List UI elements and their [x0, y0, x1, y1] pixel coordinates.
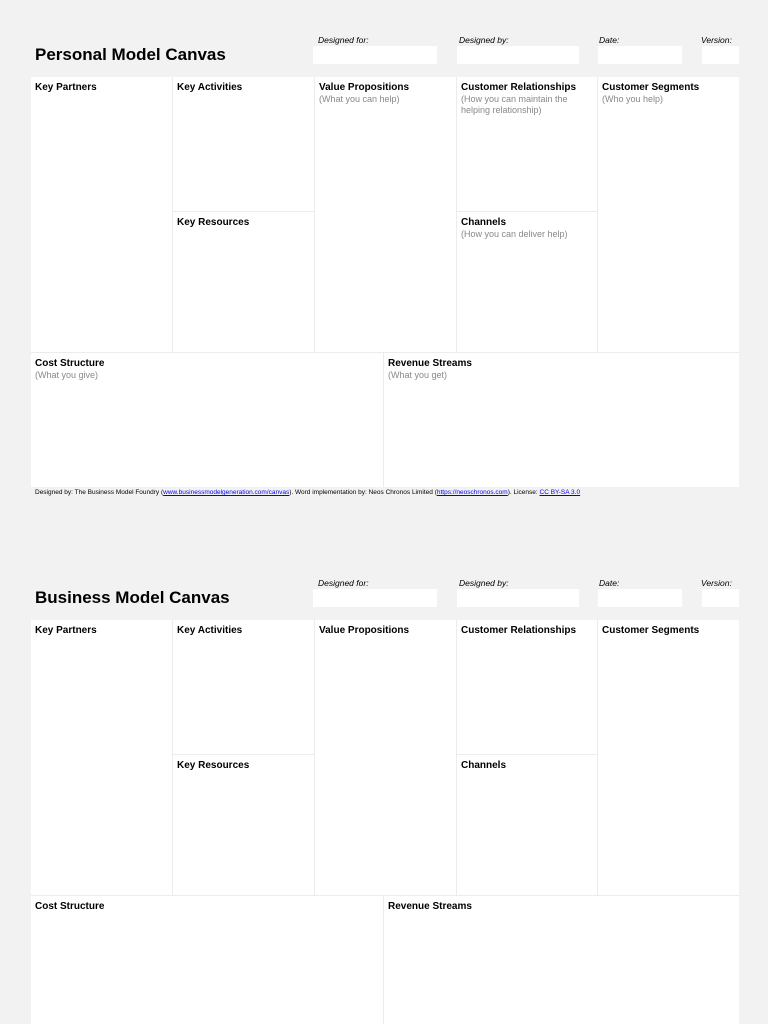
block-title: Key Activities	[177, 625, 243, 636]
block-key-partners[interactable]	[31, 620, 173, 896]
block-key-partners[interactable]	[31, 77, 173, 353]
page-title: Business Model Canvas	[35, 588, 230, 607]
block-subtitle: (How you can deliver help)	[461, 229, 568, 239]
block-revenue-streams[interactable]	[384, 353, 739, 487]
designed-for-field[interactable]	[313, 46, 437, 64]
designed-for-field[interactable]	[313, 589, 437, 607]
block-title: Key Resources	[177, 760, 250, 771]
block-revenue-streams[interactable]	[384, 896, 739, 1024]
block-key-resources[interactable]	[173, 212, 315, 353]
block-subtitle: (What you can help)	[319, 94, 400, 104]
canvas-board	[31, 77, 739, 487]
block-subtitle: (What you give)	[35, 370, 99, 380]
designed-by-label: Designed by:	[459, 578, 509, 588]
block-title: Value Propositions	[319, 625, 410, 636]
block-title: Channels	[461, 217, 507, 228]
block-title: Customer Segments	[602, 82, 700, 93]
date-label: Date:	[599, 578, 620, 588]
block-key-activities[interactable]	[173, 77, 315, 212]
date-field[interactable]	[598, 46, 682, 64]
designed-by-field[interactable]	[457, 589, 579, 607]
date-label: Date:	[599, 35, 620, 45]
designed-for-label: Designed for:	[318, 35, 369, 45]
canvas-link[interactable]: www.businessmodelgeneration.com/canvas	[163, 489, 290, 496]
block-title: Key Partners	[35, 82, 97, 93]
version-label: Version:	[701, 578, 732, 588]
block-title: Value Propositions	[319, 82, 410, 93]
block-cost-structure[interactable]	[31, 353, 384, 487]
version-field[interactable]	[702, 46, 739, 64]
block-title: Customer Segments	[602, 625, 700, 636]
block-channels[interactable]	[457, 212, 598, 353]
designed-for-label: Designed for:	[318, 578, 369, 588]
block-subtitle: (What you get)	[388, 370, 448, 380]
block-key-resources[interactable]	[173, 755, 315, 896]
block-title: Key Activities	[177, 82, 243, 93]
designed-by-label: Designed by:	[459, 35, 509, 45]
block-customer-segments[interactable]	[598, 77, 739, 353]
block-title: Cost Structure	[35, 901, 105, 912]
designed-by-field[interactable]	[457, 46, 579, 64]
business-model-canvas	[0, 543, 768, 1024]
block-title: Customer Relationships	[461, 82, 577, 93]
attribution-footer	[35, 489, 580, 496]
footer-middle: ). Word implementation by: Neos Chronos Limited (	[289, 489, 437, 496]
block-value-propositions[interactable]	[315, 620, 457, 896]
block-subtitle: (Who you help)	[602, 94, 664, 104]
block-customer-relationships[interactable]	[457, 77, 598, 212]
block-title: Revenue Streams	[388, 901, 472, 912]
block-title: Customer Relationships	[461, 625, 577, 636]
canvas-board	[31, 620, 739, 1024]
block-customer-segments[interactable]	[598, 620, 739, 896]
block-cost-structure[interactable]	[31, 896, 384, 1024]
page-title: Personal Model Canvas	[35, 45, 226, 64]
version-field[interactable]	[702, 589, 739, 607]
block-subtitle: (How you can maintain the helping relationship)	[461, 94, 568, 115]
block-title: Channels	[461, 760, 507, 771]
block-title: Revenue Streams	[388, 358, 472, 369]
block-title: Key Partners	[35, 625, 97, 636]
block-channels[interactable]	[457, 755, 598, 896]
block-value-propositions[interactable]	[315, 77, 457, 353]
footer-prefix: Designed by: The Business Model Foundry (	[35, 489, 164, 496]
block-title: Key Resources	[177, 217, 250, 228]
block-title: Cost Structure	[35, 358, 105, 369]
neoschronos-link[interactable]: https://neoschronos.com	[436, 489, 508, 496]
footer-license-prefix: ). License:	[507, 489, 540, 496]
block-key-activities[interactable]	[173, 620, 315, 755]
license-link[interactable]: CC BY-SA 3.0	[539, 489, 581, 496]
block-customer-relationships[interactable]	[457, 620, 598, 755]
version-label: Version:	[701, 35, 732, 45]
date-field[interactable]	[598, 589, 682, 607]
